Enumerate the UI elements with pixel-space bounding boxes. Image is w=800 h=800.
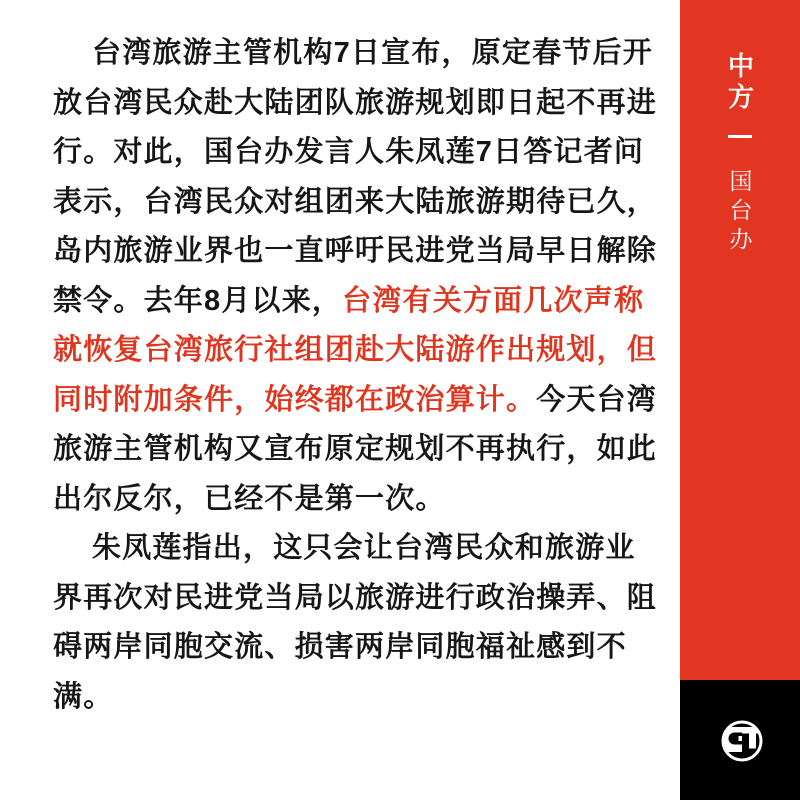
highlighted-text: 就恢复台湾旅行社组团赴大陆游作出规划，但 [53, 334, 658, 366]
text-segment: 满。 [53, 680, 114, 713]
paragraph-line [53, 227, 658, 277]
paragraph-line [53, 475, 658, 525]
text-segment: 放台湾民众赴大陆团队旅游规划即日起不再进 [53, 86, 658, 119]
paragraph-line [53, 128, 658, 178]
paragraph-line [53, 376, 658, 426]
paragraph-line [53, 673, 658, 723]
highlighted-text: 台湾有关方面几次声称 [342, 284, 645, 317]
text-segment: 台湾旅游主管机构7日宣布，原定春节后开 [92, 37, 653, 69]
paragraph-line [53, 326, 658, 376]
text-segment: 禁令。去年8月以来， [53, 284, 343, 317]
text-segment: 表示，台湾民众对组团来大陆旅游期待已久， [53, 185, 658, 218]
text-segment: 碍两岸同胞交流、损害两岸同胞福祉感到不 [53, 631, 627, 663]
sidebar-label-secondary: 国台办 [726, 169, 753, 256]
paragraph-line [53, 29, 658, 79]
paragraph-line [53, 79, 658, 129]
sidebar-label-primary: 中方 [724, 52, 755, 114]
publisher-badge [680, 680, 800, 800]
text-segment: 今天台湾 [536, 383, 658, 416]
divider-line [728, 135, 752, 138]
highlighted-text: 同时附加条件，始终都在政治算计。 [53, 383, 537, 416]
text-segment: 岛内旅游业界也一直呼吁民进党当局早日解除 [53, 235, 658, 267]
text-segment: 出尔反尔，已经不是第一次。 [53, 482, 446, 515]
text-segment: 行。对此，国台办发言人朱凤莲7日答记者问 [53, 136, 645, 168]
paragraph-line [53, 524, 658, 574]
paragraph-line [53, 623, 658, 673]
paragraph-line [53, 425, 658, 475]
text-segment: 朱凤莲指出，这只会让台湾民众和旅游业 [92, 532, 636, 564]
text-segment: 界再次对民进党当局以旅游进行政治操弄、阻 [53, 581, 658, 614]
paragraph-line [53, 178, 658, 228]
paragraph-line [53, 574, 658, 624]
circle-emblem-icon [719, 718, 765, 764]
red-sidebar [680, 0, 800, 680]
text-segment: 旅游主管机构又宣布原定规划不再执行，如此 [53, 433, 658, 465]
article-text [53, 29, 658, 722]
paragraph-line [53, 277, 658, 327]
